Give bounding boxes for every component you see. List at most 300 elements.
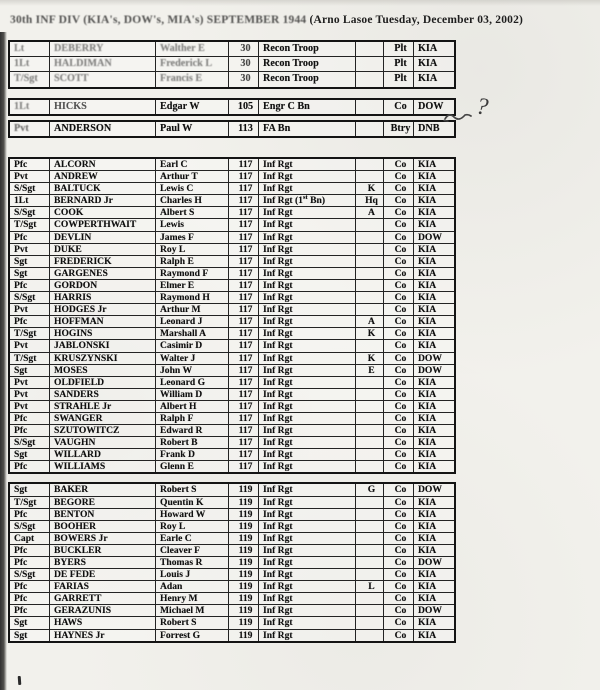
cell-surname: BALTUCK: [50, 183, 156, 195]
cell-status: KIA: [414, 449, 456, 461]
cell-surname: GARGENES: [50, 267, 156, 279]
cell-unit-number: 117: [229, 388, 259, 400]
cell-company-letter: [356, 41, 384, 57]
cell-rank: Pfc: [9, 605, 50, 617]
cell-unit-number: 117: [229, 158, 259, 171]
cell-unit-number: 117: [229, 352, 259, 364]
cell-unit-number: 117: [229, 316, 259, 328]
cell-unit-name: Inf Rgt: [259, 483, 356, 496]
table-row: [9, 400, 455, 412]
cell-company-letter: [356, 292, 384, 304]
cell-rank: Pvt: [9, 171, 50, 183]
cell-given-name: Forrest G: [156, 629, 229, 642]
table-row: [9, 57, 455, 72]
cell-unit-number: 117: [229, 376, 259, 388]
table-row: [9, 99, 455, 115]
cell-org-type: Co: [384, 412, 414, 424]
cell-given-name: Henry M: [156, 593, 229, 605]
cell-company-letter: [356, 121, 384, 137]
table-row: [9, 364, 455, 376]
cell-given-name: Albert S: [156, 207, 229, 219]
table-row: [9, 605, 455, 617]
table-row: [9, 158, 455, 171]
cell-company-letter: [356, 400, 384, 412]
table-row: [9, 328, 455, 340]
cell-rank: T/Sgt: [9, 496, 50, 508]
cell-status: KIA: [414, 304, 456, 316]
cell-given-name: Edgar W: [156, 99, 229, 115]
cell-company-letter: [356, 219, 384, 231]
cell-company-letter: [356, 605, 384, 617]
table-row: [9, 207, 455, 219]
cell-company-letter: [356, 437, 384, 449]
cell-given-name: Casimir D: [156, 340, 229, 352]
cell-unit-number: 105: [229, 99, 259, 115]
cell-company-letter: [356, 267, 384, 279]
cell-surname: ALCORN: [50, 158, 156, 171]
cell-unit-number: 117: [229, 449, 259, 461]
cell-org-type: Co: [384, 171, 414, 183]
cell-surname: BENTON: [50, 508, 156, 520]
cell-surname: HOGINS: [50, 328, 156, 340]
cell-status: KIA: [414, 57, 456, 72]
cell-status: KIA: [414, 158, 456, 171]
table-row: [9, 425, 455, 437]
cell-org-type: Co: [384, 449, 414, 461]
cell-unit-name: Inf Rgt: [259, 255, 356, 267]
cell-company-letter: Hq: [356, 195, 384, 207]
cell-unit-name: Inf Rgt: [259, 557, 356, 569]
cell-rank: S/Sgt: [9, 569, 50, 581]
cell-unit-name: Inf Rgt: [259, 544, 356, 556]
cell-rank: Pvt: [9, 304, 50, 316]
cell-status: KIA: [414, 520, 456, 532]
cell-company-letter: [356, 617, 384, 629]
cell-unit-name: Engr C Bn: [259, 99, 356, 115]
cell-given-name: Charles H: [156, 195, 229, 207]
cell-surname: WILLARD: [50, 449, 156, 461]
cell-company-letter: [356, 557, 384, 569]
cell-surname: BOOHER: [50, 520, 156, 532]
cell-given-name: Arthur M: [156, 304, 229, 316]
cell-given-name: John W: [156, 364, 229, 376]
table-row: [9, 629, 455, 642]
page-title: [10, 14, 595, 26]
cell-surname: ANDERSON: [50, 121, 156, 137]
cell-status: KIA: [414, 508, 456, 520]
cell-status: KIA: [414, 412, 456, 424]
cell-unit-name: Inf Rgt: [259, 388, 356, 400]
cell-org-type: Co: [384, 279, 414, 291]
cell-org-type: Co: [384, 255, 414, 267]
cell-rank: Pvt: [9, 400, 50, 412]
table-row: [9, 544, 455, 556]
cell-company-letter: G: [356, 483, 384, 496]
table-row: [9, 388, 455, 400]
cell-unit-number: 119: [229, 605, 259, 617]
cell-given-name: Raymond H: [156, 292, 229, 304]
cell-unit-number: 113: [229, 121, 259, 137]
cell-given-name: Cleaver F: [156, 544, 229, 556]
table-row: [9, 376, 455, 388]
cell-status: KIA: [414, 425, 456, 437]
cell-unit-name: Inf Rgt: [259, 352, 356, 364]
table-row: [9, 171, 455, 183]
cell-surname: ANDREW: [50, 171, 156, 183]
page-title-date: (Arno Lasoe Tuesday, December 03, 2002): [309, 14, 524, 26]
handwritten-question-mark: ?: [474, 93, 490, 121]
cell-surname: DUKE: [50, 243, 156, 255]
cell-unit-name: Inf Rgt: [259, 496, 356, 508]
cell-rank: T/Sgt: [9, 328, 50, 340]
cell-org-type: Co: [384, 99, 414, 115]
cell-company-letter: [356, 461, 384, 474]
cell-surname: GORDON: [50, 279, 156, 291]
table-row: [9, 340, 455, 352]
cell-unit-name: Inf Rgt: [259, 340, 356, 352]
cell-surname: STRAHLE Jr: [50, 400, 156, 412]
table-row: [9, 121, 455, 137]
cell-unit-name: Inf Rgt: [259, 400, 356, 412]
table-row: [9, 508, 455, 520]
cell-surname: FREDERICK: [50, 255, 156, 267]
cell-surname: HODGES Jr: [50, 304, 156, 316]
table-row: [9, 520, 455, 532]
cell-status: KIA: [414, 544, 456, 556]
cell-company-letter: [356, 449, 384, 461]
cell-surname: BYERS: [50, 557, 156, 569]
cell-org-type: Co: [384, 243, 414, 255]
table-row: [9, 557, 455, 569]
cell-company-letter: [356, 496, 384, 508]
cell-surname: HICKS: [50, 99, 156, 115]
casualty-tables-container: [8, 40, 456, 643]
cell-surname: SCOTT: [50, 72, 156, 88]
cell-unit-name: Inf Rgt: [259, 569, 356, 581]
cell-org-type: Plt: [384, 72, 414, 88]
cell-status: KIA: [414, 292, 456, 304]
cell-org-type: Plt: [384, 41, 414, 57]
cell-company-letter: [356, 255, 384, 267]
cell-company-letter: [356, 243, 384, 255]
table-row: [9, 412, 455, 424]
cell-rank: Pvt: [9, 388, 50, 400]
cell-unit-number: 117: [229, 207, 259, 219]
cell-surname: GERAZUNIS: [50, 605, 156, 617]
cell-unit-name: Inf Rgt: [259, 316, 356, 328]
cell-unit-name: Recon Troop: [259, 41, 356, 57]
cell-unit-number: 119: [229, 544, 259, 556]
cell-unit-name: Inf Rgt: [259, 629, 356, 642]
cell-company-letter: E: [356, 364, 384, 376]
cell-status: KIA: [414, 328, 456, 340]
cell-unit-number: 117: [229, 364, 259, 376]
cell-surname: FARIAS: [50, 581, 156, 593]
cell-org-type: Co: [384, 364, 414, 376]
cell-status: KIA: [414, 388, 456, 400]
cell-rank: Sgt: [9, 483, 50, 496]
cell-org-type: Co: [384, 557, 414, 569]
handwritten-annotation: [443, 94, 503, 136]
cell-surname: WILLIAMS: [50, 461, 156, 474]
table-row: [9, 496, 455, 508]
cell-company-letter: [356, 171, 384, 183]
cell-unit-name: Inf Rgt: [259, 593, 356, 605]
cell-rank: Pfc: [9, 279, 50, 291]
cell-surname: COWPERTHWAIT: [50, 219, 156, 231]
cell-unit-number: 117: [229, 292, 259, 304]
cell-company-letter: [356, 340, 384, 352]
cell-company-letter: [356, 425, 384, 437]
cell-surname: SWANGER: [50, 412, 156, 424]
cell-status: KIA: [414, 532, 456, 544]
cell-given-name: Roy L: [156, 243, 229, 255]
cell-status: KIA: [414, 267, 456, 279]
cell-org-type: Co: [384, 304, 414, 316]
cell-unit-name: Inf Rgt: [259, 219, 356, 231]
handwritten-squiggle-arrow-icon: [443, 108, 475, 124]
table-row: [9, 279, 455, 291]
cell-unit-name: Inf Rgt: [259, 461, 356, 474]
cell-surname: KRUSZYNSKI: [50, 352, 156, 364]
cell-status: DOW: [414, 557, 456, 569]
table-row: [9, 449, 455, 461]
cell-unit-number: 117: [229, 243, 259, 255]
cell-rank: Pfc: [9, 593, 50, 605]
cell-status: DOW: [414, 99, 456, 115]
cell-unit-name: Inf Rgt: [259, 243, 356, 255]
cell-surname: HAWS: [50, 617, 156, 629]
cell-unit-number: 119: [229, 508, 259, 520]
cell-unit-number: 119: [229, 629, 259, 642]
cell-unit-number: 117: [229, 425, 259, 437]
cell-status: KIA: [414, 243, 456, 255]
engr-bn-table: [8, 98, 456, 116]
cell-unit-number: 119: [229, 557, 259, 569]
cell-unit-name: Inf Rgt: [259, 425, 356, 437]
cell-org-type: Co: [384, 496, 414, 508]
cell-company-letter: [356, 532, 384, 544]
cell-given-name: Robert B: [156, 437, 229, 449]
cell-rank: Pfc: [9, 461, 50, 474]
cell-given-name: Albert H: [156, 400, 229, 412]
cell-rank: Pfc: [9, 544, 50, 556]
cell-unit-number: 119: [229, 483, 259, 496]
cell-unit-name: Inf Rgt: [259, 267, 356, 279]
cell-status: KIA: [414, 629, 456, 642]
cell-org-type: Co: [384, 219, 414, 231]
cell-given-name: Ralph E: [156, 255, 229, 267]
cell-rank: 1Lt: [9, 195, 50, 207]
cell-status: KIA: [414, 461, 456, 474]
cell-given-name: Paul W: [156, 121, 229, 137]
page-title-main: 30th INF DIV (KIA's, DOW's, MIA's) SEPTEMBER 1944: [10, 14, 310, 26]
cell-rank: T/Sgt: [9, 219, 50, 231]
scan-left-edge-artifact: [0, 32, 7, 690]
cell-org-type: Co: [384, 400, 414, 412]
cell-status: DOW: [414, 352, 456, 364]
cell-given-name: Lewis C: [156, 183, 229, 195]
cell-given-name: Robert S: [156, 483, 229, 496]
cell-rank: Pvt: [9, 243, 50, 255]
cell-rank: S/Sgt: [9, 292, 50, 304]
cell-unit-name: Inf Rgt: [259, 437, 356, 449]
cell-company-letter: A: [356, 316, 384, 328]
cell-given-name: Raymond F: [156, 267, 229, 279]
cell-unit-name: Inf Rgt: [259, 207, 356, 219]
cell-rank: Pfc: [9, 425, 50, 437]
cell-org-type: Co: [384, 352, 414, 364]
cell-status: KIA: [414, 255, 456, 267]
cell-company-letter: K: [356, 183, 384, 195]
cell-rank: S/Sgt: [9, 207, 50, 219]
cell-surname: BEGORE: [50, 496, 156, 508]
cell-org-type: Co: [384, 376, 414, 388]
recon-troop-table: [8, 40, 456, 89]
cell-status: KIA: [414, 376, 456, 388]
cell-unit-name: Inf Rgt: [259, 304, 356, 316]
cell-company-letter: [356, 376, 384, 388]
cell-org-type: Btry: [384, 121, 414, 137]
cell-status: KIA: [414, 183, 456, 195]
cell-org-type: Co: [384, 158, 414, 171]
cell-given-name: Glenn E: [156, 461, 229, 474]
cell-surname: SZUTOWITCZ: [50, 425, 156, 437]
cell-org-type: Co: [384, 461, 414, 474]
cell-given-name: Francis E: [156, 72, 229, 88]
cell-org-type: Co: [384, 605, 414, 617]
cell-unit-number: 119: [229, 496, 259, 508]
cell-given-name: Walther E: [156, 41, 229, 57]
pen-mark-bottom-left: [18, 676, 21, 685]
cell-surname: HALDIMAN: [50, 57, 156, 72]
table-row: [9, 437, 455, 449]
cell-unit-name: Inf Rgt: [259, 364, 356, 376]
cell-surname: COOK: [50, 207, 156, 219]
cell-given-name: Edward R: [156, 425, 229, 437]
cell-org-type: Co: [384, 207, 414, 219]
cell-given-name: Frank D: [156, 449, 229, 461]
cell-rank: Sgt: [9, 449, 50, 461]
cell-unit-number: 117: [229, 171, 259, 183]
cell-unit-name: FA Bn: [259, 121, 356, 137]
cell-org-type: Co: [384, 437, 414, 449]
table-row: [9, 267, 455, 279]
cell-unit-number: 117: [229, 267, 259, 279]
cell-surname: DEVLIN: [50, 231, 156, 243]
cell-unit-number: 117: [229, 255, 259, 267]
cell-given-name: James F: [156, 231, 229, 243]
cell-rank: Pfc: [9, 412, 50, 424]
cell-unit-number: 119: [229, 617, 259, 629]
cell-given-name: Roy L: [156, 520, 229, 532]
cell-org-type: Co: [384, 617, 414, 629]
cell-unit-name: Inf Rgt: [259, 581, 356, 593]
cell-status: KIA: [414, 340, 456, 352]
cell-org-type: Co: [384, 483, 414, 496]
cell-org-type: Co: [384, 532, 414, 544]
cell-status: DOW: [414, 364, 456, 376]
cell-org-type: Plt: [384, 57, 414, 72]
cell-rank: Lt: [9, 41, 50, 57]
cell-status: KIA: [414, 316, 456, 328]
cell-unit-name: Inf Rgt: [259, 231, 356, 243]
cell-rank: S/Sgt: [9, 520, 50, 532]
cell-org-type: Co: [384, 328, 414, 340]
cell-given-name: Michael M: [156, 605, 229, 617]
cell-unit-number: 30: [229, 72, 259, 88]
cell-rank: Pvt: [9, 376, 50, 388]
cell-company-letter: A: [356, 207, 384, 219]
table-row: [9, 219, 455, 231]
cell-surname: HOFFMAN: [50, 316, 156, 328]
cell-rank: Pfc: [9, 508, 50, 520]
scan-top-edge-artifact: [0, 0, 600, 6]
cell-surname: SANDERS: [50, 388, 156, 400]
cell-unit-name: Inf Rgt: [259, 328, 356, 340]
cell-unit-number: 117: [229, 279, 259, 291]
cell-unit-number: 117: [229, 328, 259, 340]
cell-status: DNB: [414, 121, 456, 137]
cell-unit-number: 119: [229, 581, 259, 593]
cell-given-name: Frederick L: [156, 57, 229, 72]
cell-surname: BUCKLER: [50, 544, 156, 556]
table-row: [9, 617, 455, 629]
cell-unit-number: 119: [229, 593, 259, 605]
cell-given-name: Walter J: [156, 352, 229, 364]
inf-117-table: [8, 157, 456, 474]
cell-surname: VAUGHN: [50, 437, 156, 449]
table-row: [9, 41, 455, 57]
cell-status: KIA: [414, 593, 456, 605]
cell-company-letter: [356, 57, 384, 72]
cell-given-name: Lewis: [156, 219, 229, 231]
cell-company-letter: [356, 99, 384, 115]
cell-given-name: William D: [156, 388, 229, 400]
cell-given-name: Thomas R: [156, 557, 229, 569]
cell-rank: 1Lt: [9, 57, 50, 72]
cell-rank: T/Sgt: [9, 72, 50, 88]
fa-bn-table: [8, 120, 456, 138]
cell-unit-number: 117: [229, 231, 259, 243]
cell-unit-number: 117: [229, 437, 259, 449]
cell-org-type: Co: [384, 520, 414, 532]
cell-company-letter: K: [356, 352, 384, 364]
table-row: [9, 581, 455, 593]
cell-company-letter: [356, 231, 384, 243]
cell-org-type: Co: [384, 183, 414, 195]
cell-unit-name: Inf Rgt: [259, 292, 356, 304]
cell-org-type: Co: [384, 292, 414, 304]
cell-given-name: Robert S: [156, 617, 229, 629]
cell-unit-name: Inf Rgt: [259, 412, 356, 424]
cell-given-name: Leonard J: [156, 316, 229, 328]
cell-company-letter: [356, 279, 384, 291]
cell-unit-number: 117: [229, 219, 259, 231]
cell-surname: HAYNES Jr: [50, 629, 156, 642]
cell-company-letter: [356, 412, 384, 424]
cell-rank: Sgt: [9, 255, 50, 267]
cell-status: KIA: [414, 207, 456, 219]
cell-rank: Pfc: [9, 316, 50, 328]
cell-surname: HARRIS: [50, 292, 156, 304]
cell-given-name: Louis J: [156, 569, 229, 581]
cell-org-type: Co: [384, 340, 414, 352]
cell-surname: BOWERS Jr: [50, 532, 156, 544]
cell-rank: Pvt: [9, 340, 50, 352]
cell-rank: Sgt: [9, 267, 50, 279]
cell-given-name: Earl C: [156, 158, 229, 171]
